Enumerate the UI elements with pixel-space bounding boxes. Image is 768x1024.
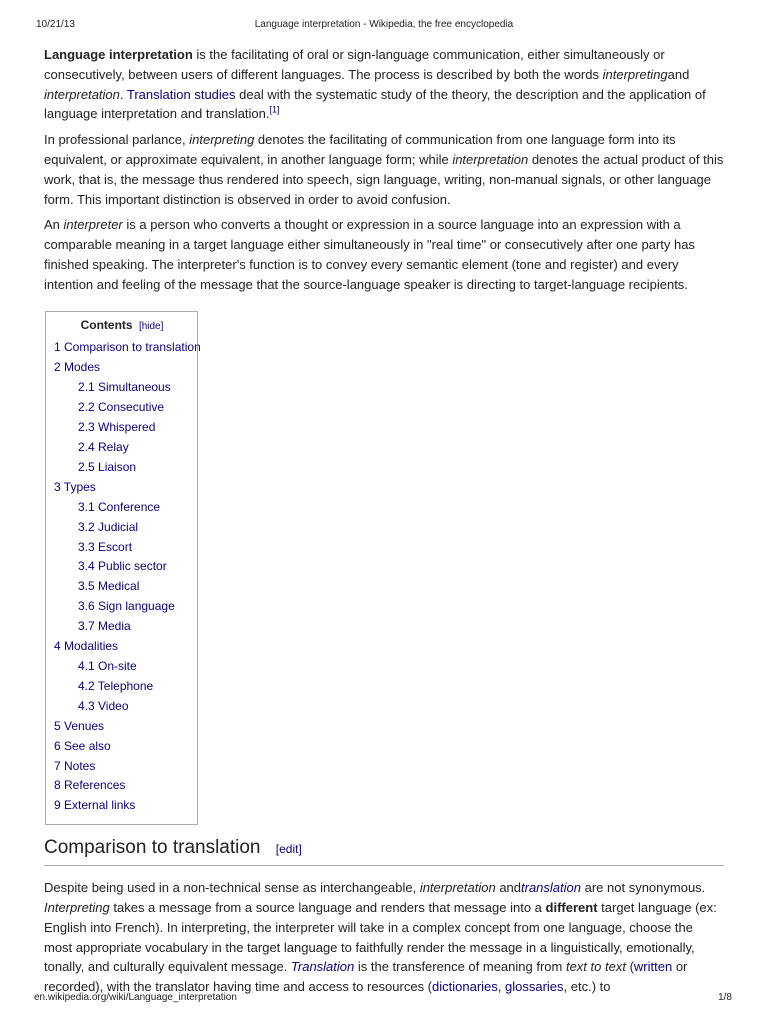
toc-item <box>54 697 190 717</box>
italic-term: interpretation <box>419 880 496 896</box>
text: deal with the systematic study of the theory, the description and the application of language interpretation and translation. <box>44 86 706 122</box>
toc-item <box>54 597 190 617</box>
toc-link[interactable]: 3.4 Public sector <box>78 559 167 574</box>
print-date: 10/21/13 <box>36 19 75 30</box>
text: , <box>497 979 506 995</box>
toc-item <box>54 518 190 538</box>
text: target language (ex: English into French). In interpreting, the interpreter will take in a complex concept from one language, choose the most appropriate vocabulary in the target language to faithfully render the message in a linguistically, emotionally, tonally, and culturally equivalent message. <box>44 900 717 975</box>
text: is the facilitating of oral or sign-language communication, either simultaneously or consecutively, between users of different languages. The process is described by both the words <box>44 47 665 82</box>
toc-link[interactable]: 7 Notes <box>54 758 96 773</box>
section-heading-comparison <box>44 835 724 866</box>
edit-section-link[interactable]: [edit] <box>275 842 302 857</box>
text: In professional parlance, <box>44 132 190 148</box>
comparison-paragraph <box>44 878 724 997</box>
text: denotes the facilitating of communication from one language form into its equivalent, or approximate equivalent, in another language form; while <box>44 132 676 167</box>
toc-item <box>54 677 190 697</box>
toc-link[interactable]: 4.3 Video <box>78 698 129 713</box>
toc-link[interactable]: 2.5 Liaison <box>78 459 137 474</box>
translation-link-2[interactable] <box>291 959 354 974</box>
toc-item <box>54 418 190 438</box>
toc-item <box>54 717 190 737</box>
text: are not synonymous. <box>581 880 706 896</box>
toc-item <box>54 358 190 378</box>
italic-term: interpreting <box>602 66 668 82</box>
toc-item <box>54 757 190 777</box>
text: is a person who converts a thought or expression in a source language into an expression with a comparable meaning in a target language either simultaneously in "real time" or consecutively after one party has finished speaking. The interpreter's function is to convey every semantic element (tone and register) and every intention and feeling of the message that the source-language speaker is directing to target-language recipients. <box>44 217 695 292</box>
intro-paragraph-3 <box>44 215 724 294</box>
toc-item <box>54 776 190 796</box>
toc-link[interactable]: 3.7 Media <box>78 619 131 634</box>
toc-hide-toggle[interactable]: [hide] <box>138 320 164 332</box>
toc-link[interactable]: 4.2 Telephone <box>78 678 154 693</box>
text: takes a message from a source language and renders that message into a <box>109 900 546 916</box>
toc-item <box>54 737 190 757</box>
text: and <box>495 880 522 896</box>
toc-link[interactable]: 3.1 Conference <box>78 499 161 514</box>
toc-link[interactable]: 6 See also <box>54 738 111 753</box>
toc-link[interactable]: 2.3 Whispered <box>78 420 156 435</box>
toc-item <box>54 557 190 577</box>
text: . <box>119 86 127 102</box>
print-page-title: Language interpretation - Wikipedia, the free encyclopedia <box>254 19 514 30</box>
toc-item <box>54 617 190 637</box>
toc-link[interactable]: 2.1 Simultaneous <box>78 380 171 395</box>
written-link[interactable]: written <box>633 959 673 975</box>
toc-item <box>54 498 190 518</box>
text: denotes the actual product of this work, that is, the message thus rendered into speech, sign language, writing, non-manual signals, or other language form. This important distinction is observed in order to avoid confusion. <box>44 151 724 207</box>
reference-link-1[interactable]: [1] <box>269 105 280 116</box>
toc-link[interactable]: 2.4 Relay <box>78 440 129 454</box>
text: , etc.) to <box>563 979 611 995</box>
print-header <box>0 19 768 33</box>
glossaries-link[interactable]: glossaries <box>505 979 564 995</box>
toc-item <box>54 478 190 498</box>
text: and <box>667 66 690 82</box>
text: or recorded), with the translator having time and access to resources ( <box>44 959 688 995</box>
intro-paragraph-1 <box>44 45 724 124</box>
link-text: translation <box>521 880 581 896</box>
bold-term: different <box>545 900 598 916</box>
translation-studies-link[interactable]: Translation studies <box>126 86 236 102</box>
article-content <box>44 45 724 1003</box>
toc-item <box>54 796 190 816</box>
toc-link[interactable]: 3.3 Escort <box>78 539 133 554</box>
toc-list <box>54 338 201 816</box>
italic-term: text to text <box>565 959 626 975</box>
toc-link[interactable]: 3.5 Medical <box>78 579 140 594</box>
link-text: Translation <box>290 959 355 975</box>
print-url: en.wikipedia.org/wiki/Language_interpretation <box>34 992 237 1003</box>
dictionaries-link[interactable]: dictionaries <box>432 979 498 995</box>
term-bold: Language interpretation <box>44 47 193 62</box>
italic-term: interpretation <box>44 86 120 102</box>
italic-term: interpreting <box>189 132 255 148</box>
section-title: Comparison to translation <box>44 837 261 859</box>
toc-link[interactable]: 2 Modes <box>54 360 101 375</box>
toc-item <box>54 637 190 657</box>
table-of-contents <box>45 311 201 826</box>
italic-term: interpreter <box>63 217 123 233</box>
toc-item <box>54 438 190 458</box>
toc-item <box>54 398 190 418</box>
text: ( <box>625 959 634 975</box>
toc-link[interactable]: 4.1 On-site <box>78 658 137 673</box>
toc-link[interactable]: 5 Venues <box>54 718 105 733</box>
toc-header <box>54 316 190 337</box>
toc-item <box>54 458 190 478</box>
print-page-number: 1/8 <box>718 992 732 1003</box>
toc-link[interactable]: 3.6 Sign language <box>78 599 175 614</box>
text: is the transference of meaning from <box>354 959 566 975</box>
toc-link[interactable]: 3.2 Judicial <box>78 519 139 534</box>
toc-item <box>54 338 201 358</box>
translation-link[interactable] <box>521 880 581 895</box>
toc-link[interactable]: 8 References <box>54 778 126 793</box>
toc-link[interactable]: 4 Modalities <box>54 639 119 654</box>
text: An <box>44 217 64 233</box>
toc-item <box>54 378 190 398</box>
toc-link[interactable]: 9 External links <box>54 798 136 813</box>
intro-paragraph-2 <box>44 130 724 209</box>
toc-item <box>54 538 190 558</box>
italic-term: Interpreting <box>44 900 110 916</box>
toc-link[interactable]: 3 Types <box>54 479 96 494</box>
toc-item <box>54 577 190 597</box>
toc-link[interactable]: 1 Comparison to translation <box>54 340 201 355</box>
toc-link[interactable]: 2.2 Consecutive <box>78 400 165 415</box>
text: Despite being used in a non-technical sense as interchangeable, <box>44 880 420 896</box>
toc-title: Contents <box>80 317 133 332</box>
italic-term: interpretation <box>452 151 529 167</box>
print-footer <box>0 992 768 1006</box>
toc-item <box>54 657 190 677</box>
